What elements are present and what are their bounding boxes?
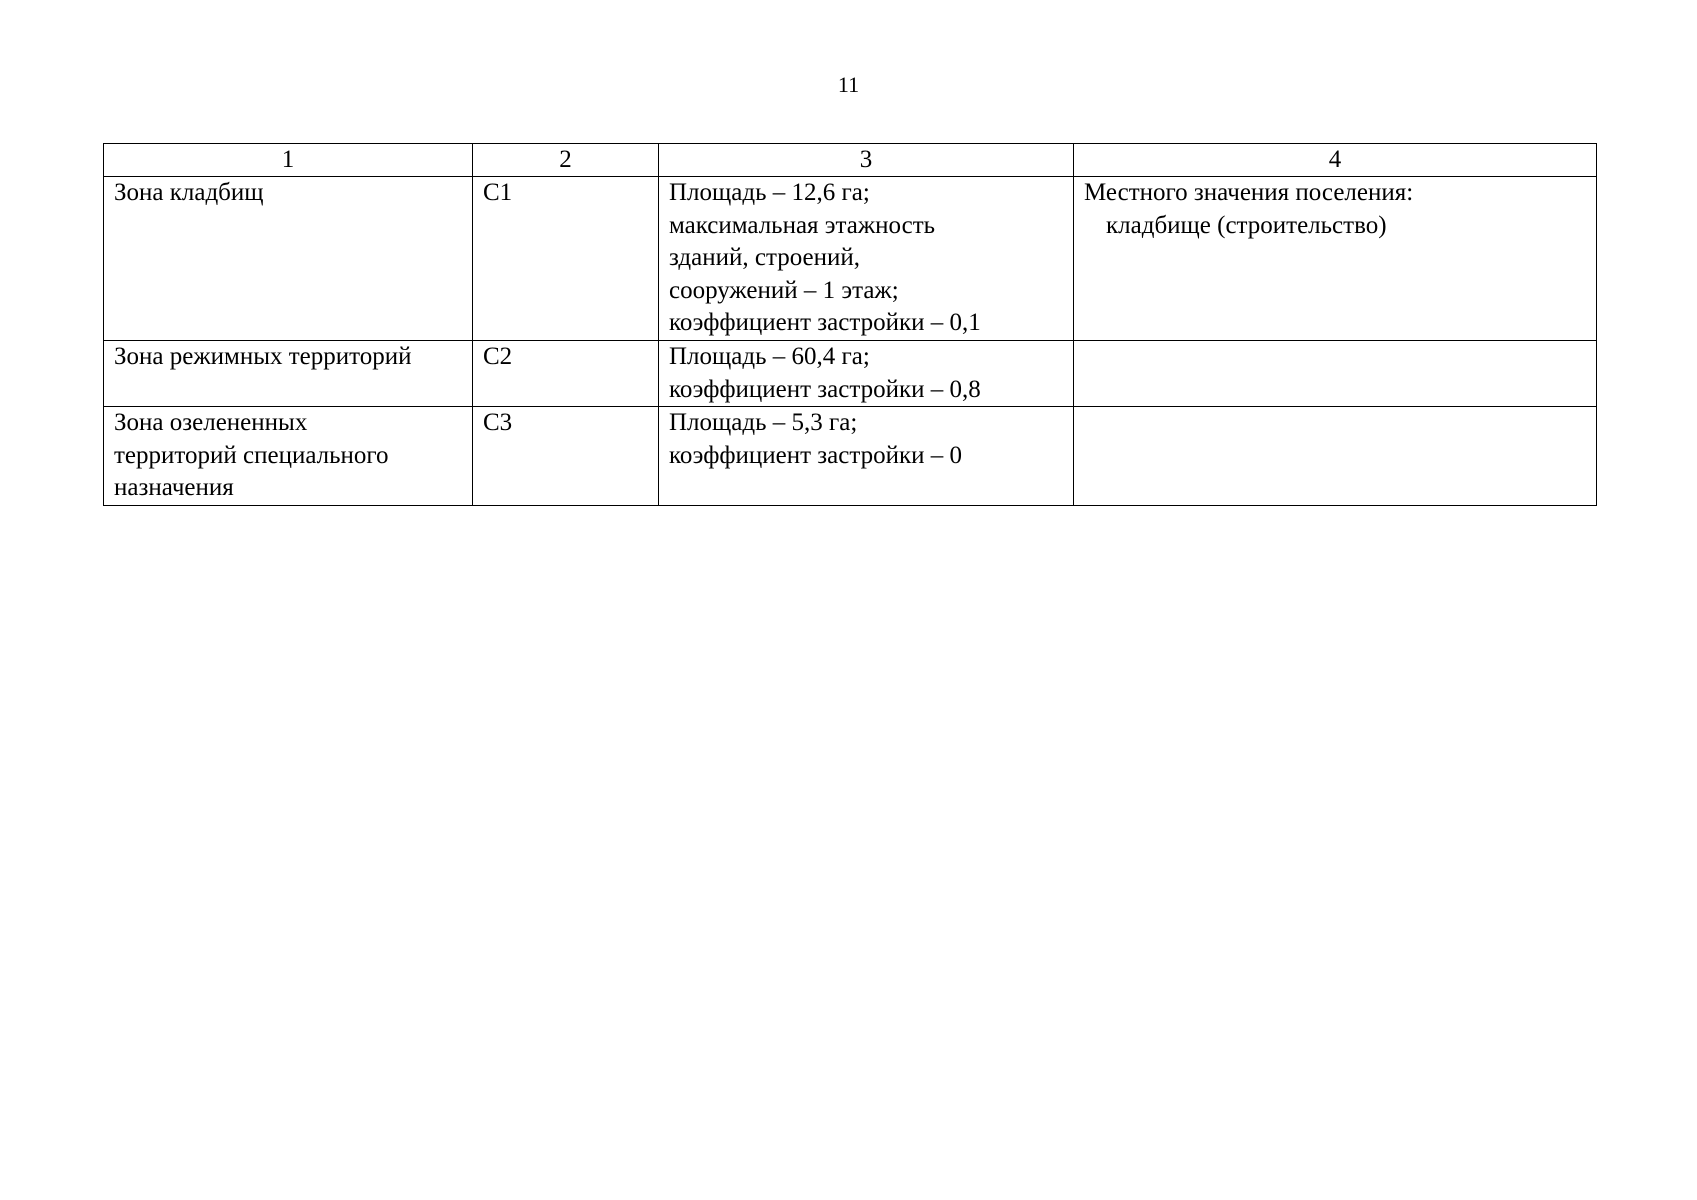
zone-objects-heading: Местного значения поселения: (1084, 179, 1414, 206)
zone-objects-cell (1074, 407, 1597, 506)
table-row (104, 407, 1597, 506)
zone-name: Зона режимных территорий (114, 343, 412, 370)
zone-objects-item: кладбище (строительство) (1106, 211, 1387, 239)
zone-param-line: Площадь – 60,4 га; (669, 343, 870, 370)
zone-name-cell (104, 407, 473, 506)
column-header-3: 3 (659, 144, 1074, 177)
zone-name: Зона озелененных (114, 409, 308, 436)
zone-params-cell (659, 407, 1074, 506)
zone-param-line: Площадь – 5,3 га; (669, 409, 858, 436)
zone-params-cell (659, 341, 1074, 407)
zone-name: назначения (114, 474, 234, 501)
zone-name-cell (104, 177, 473, 341)
zone-param-line: коэффициент застройки – 0 (669, 441, 963, 469)
zone-objects-cell (1074, 341, 1597, 407)
zone-name: Зона кладбищ (114, 179, 264, 206)
zone-param-line: коэффициент застройки – 0,8 (669, 375, 981, 403)
zone-param-line: сооружений – 1 этаж; (669, 276, 899, 304)
zone-code: С2 (483, 343, 513, 370)
zone-param-line: максимальная этажность (669, 211, 936, 239)
zone-objects-cell (1074, 177, 1597, 341)
table-row (104, 341, 1597, 407)
zone-param-line: Площадь – 12,6 га; (669, 179, 870, 206)
zone-params-cell (659, 177, 1074, 341)
zone-param-line: коэффициент застройки – 0,1 (669, 309, 981, 336)
zone-name: территорий специального (114, 441, 389, 469)
column-header-4: 4 (1074, 144, 1597, 177)
table-row (104, 177, 1597, 341)
zone-code: С3 (483, 409, 513, 436)
zone-name-cell (104, 341, 473, 407)
zone-code: С1 (483, 179, 513, 206)
column-header-1: 1 (104, 144, 473, 177)
column-header-2: 2 (473, 144, 659, 177)
zone-code-cell (473, 177, 659, 341)
zones-table (103, 143, 1597, 506)
table-header-row (104, 144, 1597, 177)
page-number: 11 (837, 72, 860, 97)
zone-code-cell (473, 341, 659, 407)
zone-code-cell (473, 407, 659, 506)
zone-param-line: зданий, строений, (669, 244, 860, 271)
